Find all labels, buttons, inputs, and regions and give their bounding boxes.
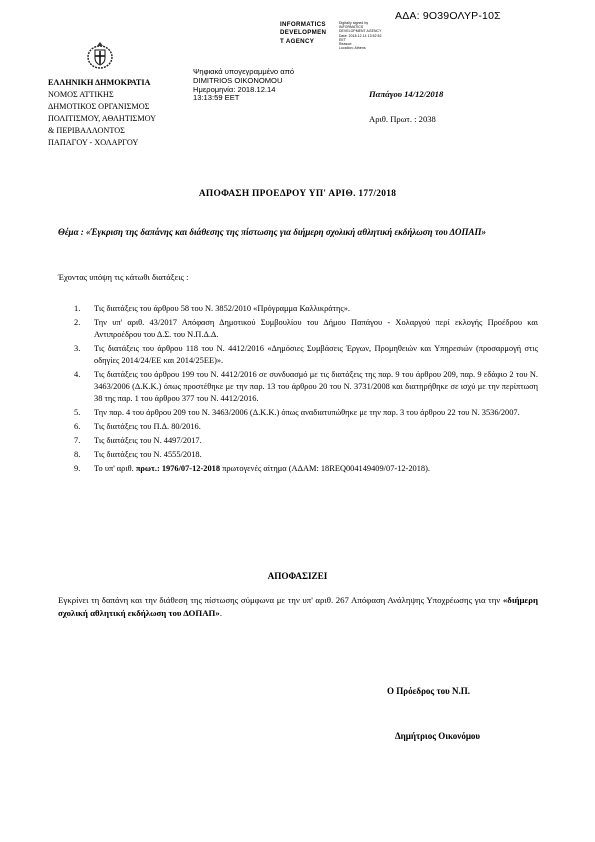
item-text: Τις διατάξεις του άρθρου 58 του Ν. 3852/2010 «Πρόγραμμα Καλλικράτης». xyxy=(94,304,350,313)
item-text: Τις διατάξεις του Ν. 4497/2017. xyxy=(94,436,202,445)
ida-stamp-title xyxy=(280,21,326,46)
signature-line: Ημερομηνία: 2018.12.14 xyxy=(193,84,276,94)
document-title: ΑΠΟΦΑΣΗ ΠΡΟΕΔΡΟΥ ΥΠ' ΑΡΙΘ. 177/2018 xyxy=(198,189,397,199)
item-number: 5. xyxy=(74,408,81,417)
authority-line: & ΠΕΡΙΒΑΛΛΟΝΤΟΣ xyxy=(48,126,125,135)
issuing-authority xyxy=(48,77,156,149)
ida-detail-line: Date: 2018.12.14 13:52:52 xyxy=(339,33,382,38)
ida-detail-line: Digitally signed by xyxy=(339,21,369,25)
signature-line: DIMITRIOS OIKONOMOU xyxy=(193,75,283,85)
authority-line: ΕΛΛΗΝΙΚΗ ΔΗΜΟΚΡΑΤΙΑ xyxy=(48,78,151,87)
ida-title-line: T AGENCY xyxy=(280,37,315,45)
signature-line: Ψηφιακά υπογεγραμμένο από xyxy=(193,67,295,76)
item-text: πρωτογενές αίτημα (ΑΔΑΜ: 18REQ004149409/07-12-2018). xyxy=(220,464,430,473)
item-text: Την παρ. 4 του άρθρου 209 του Ν. 3463/2006 (Δ.Κ.Κ.) όπως αναδιατυπώθηκε με την παρ. 3 του άρθρου 22 του Ν. 3536/2007. xyxy=(94,408,520,417)
list-item xyxy=(72,463,538,475)
authority-line: ΠΟΛΙΤΙΣΜΟΥ, ΑΘΛΗΤΙΣΜΟΥ xyxy=(48,114,157,123)
item-text: Το υπ' αριθ. xyxy=(94,464,136,473)
signature-line: 13:13:59 EET xyxy=(193,93,240,103)
digital-signature-stamp xyxy=(193,68,294,103)
item-number: 3. xyxy=(74,344,81,353)
ida-title-line: INFORMATICS xyxy=(280,21,326,28)
list-item xyxy=(72,369,538,405)
provisions-list xyxy=(72,303,538,477)
ida-detail-line: INFORMATICS xyxy=(339,25,364,30)
decision-heading: ΑΠΟΦΑΣΙΖΕΙ xyxy=(267,571,328,581)
list-item xyxy=(72,343,538,367)
place-date: Παπάγου 14/12/2018 xyxy=(369,89,444,99)
ida-stamp-details xyxy=(339,21,382,50)
president-name: Δημήτριος Οικονόμου xyxy=(395,731,481,741)
list-item xyxy=(72,421,538,433)
ida-detail-line: EET xyxy=(339,37,346,42)
ida-detail-line: Location: Athens xyxy=(339,46,366,51)
subject: Θέμα : «Έγκριση της δαπάνης και διάθεσης της πίστωσης για διήμερη σχολική αθλητική εκδήλωση του ΔΟΠΑΠ» xyxy=(58,227,486,237)
provisions-intro: Έχοντας υπόψη τις κάτωθι διατάξεις : xyxy=(58,272,189,282)
ida-title-line: DEVELOPMEN xyxy=(280,29,327,37)
item-text: Την υπ' αριθ. 43/2017 Απόφαση Δημοτικού Συμβουλίου του Δήμου Παπάγου - Χολαργού περί εκλογής Προέδρου και Αντιπροέδρου του Δ.Σ. του Ν.Π.Δ.Δ. xyxy=(94,318,538,339)
event-name: «διήμερη σχολική αθλητική εκδήλωση του ΔΟΠΑΠ» xyxy=(58,595,538,618)
ida-detail-line: Reason: xyxy=(339,42,353,47)
authority-line: ΠΑΠΑΓΟΥ - ΧΟΛΑΡΓΟΥ xyxy=(48,138,139,147)
item-number: 6. xyxy=(74,422,81,431)
ada-code: ΑΔΑ: 9Ο39ΟΛΥΡ-10Σ xyxy=(395,10,501,22)
decision-suffix: . xyxy=(219,608,223,618)
item-number: 8. xyxy=(74,450,81,459)
president-title: Ο Πρόεδρος του Ν.Π. xyxy=(387,686,471,696)
authority-line: ΝΟΜΟΣ ΑΤΤΙΚΗΣ xyxy=(48,90,114,99)
item-number: 4. xyxy=(74,370,81,379)
authority-line: ΔΗΜΟΤΙΚΟΣ ΟΡΓΑΝΙΣΜΟΣ xyxy=(48,102,150,111)
decision-text xyxy=(58,594,538,620)
item-number: 9. xyxy=(74,464,81,473)
request-number: πρωτ.: 1976/07-12-2018 xyxy=(135,464,221,473)
list-item xyxy=(72,317,538,341)
protocol-number: Αριθ. Πρωτ. : 2038 xyxy=(369,114,436,124)
item-number: 2. xyxy=(74,318,81,327)
list-item xyxy=(72,407,538,419)
item-number: 7. xyxy=(74,436,81,445)
list-item xyxy=(72,435,538,447)
item-text: Τις διατάξεις του άρθρου 118 του Ν. 4412/2016 «Δημόσιες Συμβάσεις Έργων, Προμηθειών και Υπηρεσιών (προσαρμογή στις οδηγίες 2014/24/ΕΕ και 2014/25ΕΕ)». xyxy=(94,344,538,365)
list-item xyxy=(72,449,538,461)
item-text: Τις διατάξεις του άρθρου 199 του Ν. 4412/2016 σε συνδυασμό με τις διατάξεις της παρ. 9 του άρθρου 209, παρ. 9 εδάφιο 2 του Ν. 3463/2006 (Δ.Κ.Κ.) όπως προστέθηκε με την παρ. 13 του άρθρου 20 του Ν. 3731/2008 και διατηρήθηκε σε ισχύ με την περίπτωση 38 της παρ. 1 του άρθρου 377 του Ν. 4412/2016. xyxy=(94,370,538,403)
decision-prefix: Εγκρίνει τη δαπάνη και την διάθεση της πίστωσης σύμφωνα με την υπ' αριθ. 267 Απόφαση Ανάληψης Υποχρέωσης για την xyxy=(58,595,503,605)
ida-detail-line: DEVELOPMENT AGENCY xyxy=(339,29,382,34)
item-text: Τις διατάξεις του Π.Δ. 80/2016. xyxy=(94,422,201,431)
list-item xyxy=(72,303,538,315)
greek-coat-of-arms-icon xyxy=(86,40,114,70)
item-text: Τις διατάξεις του Ν. 4555/2018. xyxy=(94,450,202,459)
item-number: 1. xyxy=(74,304,81,313)
